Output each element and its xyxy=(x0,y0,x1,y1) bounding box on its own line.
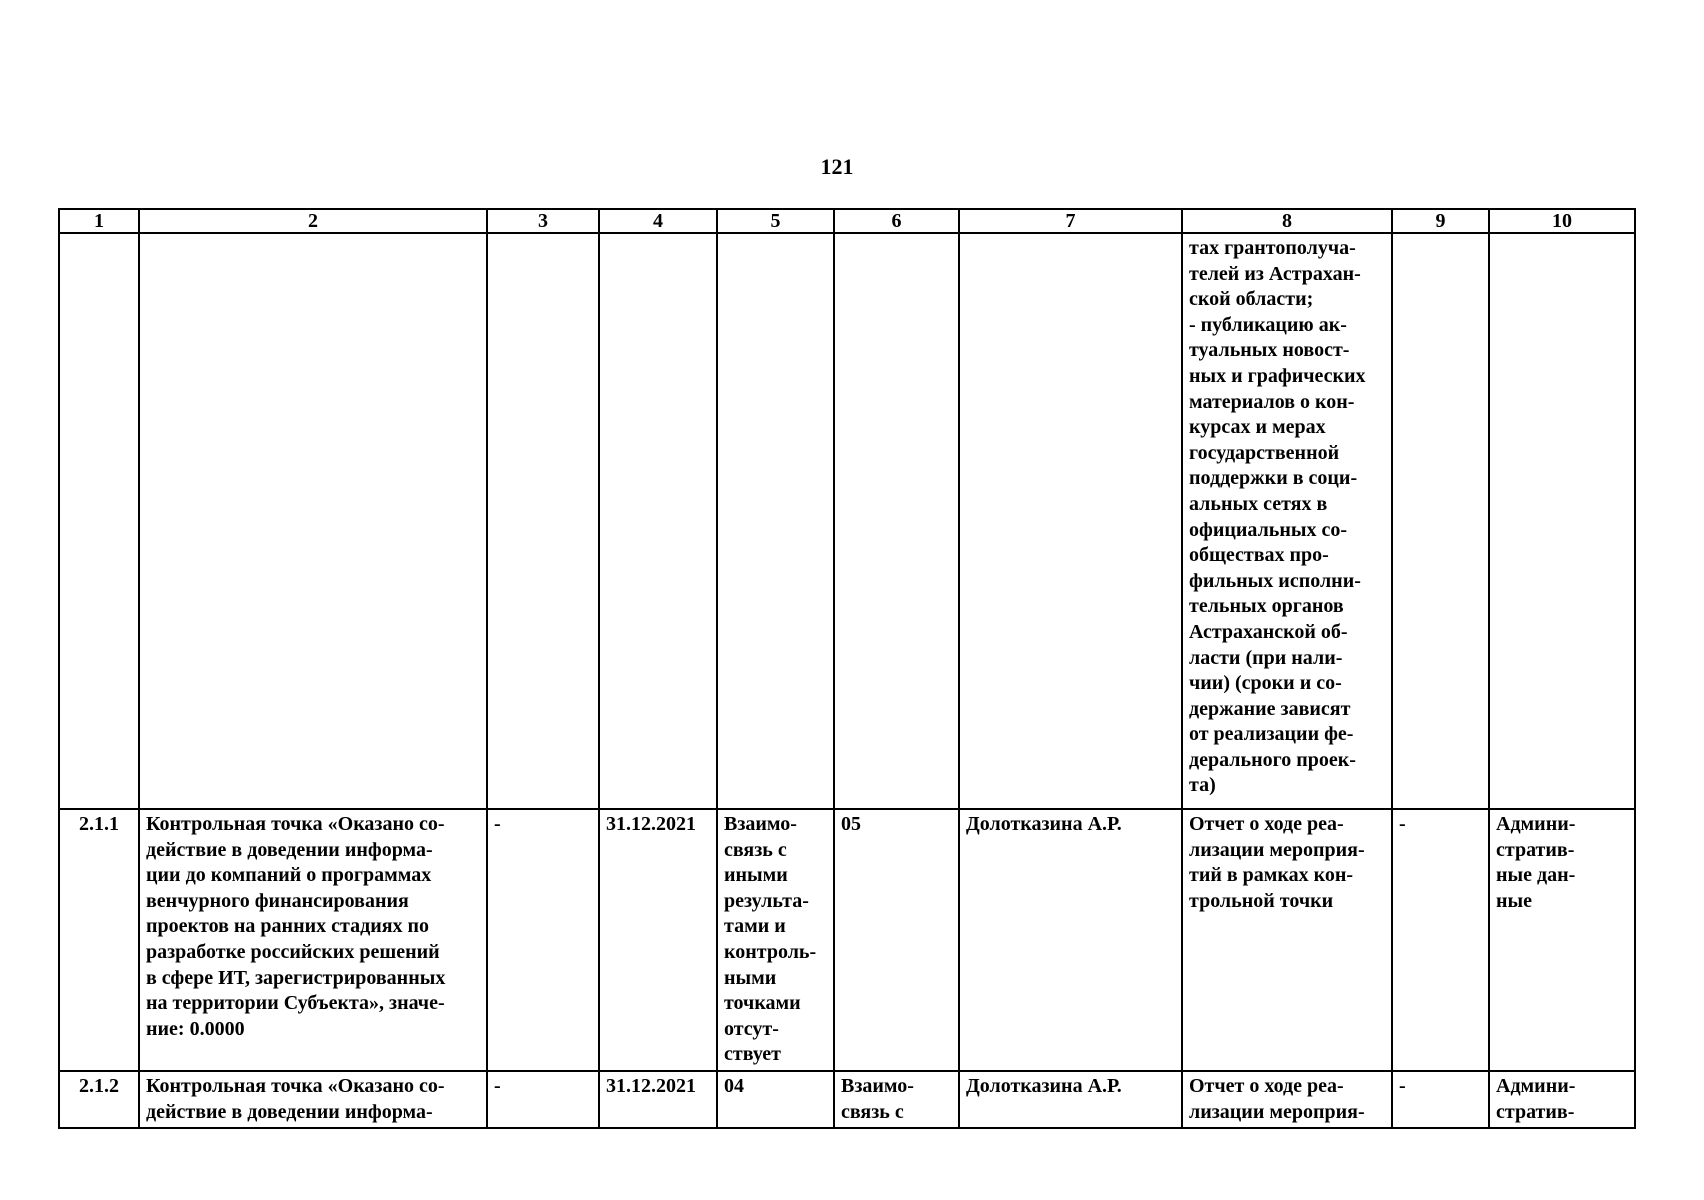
column-header: 2 xyxy=(139,209,487,233)
table-row xyxy=(59,1071,1635,1128)
relation-cell: Взаимо- связь с иными результа- тами и контроль- ными точками отсут- ствует xyxy=(717,809,834,1071)
column-header: 10 xyxy=(1489,209,1635,233)
row-number-cell: 2.1.1 xyxy=(59,809,139,1071)
table-cell: 05 xyxy=(834,809,959,1071)
table-cell xyxy=(717,233,834,809)
table-row-continuation xyxy=(59,233,1635,809)
table-cell: - xyxy=(1392,1071,1489,1128)
column-header: 3 xyxy=(487,209,599,233)
control-point-name-cell: Контрольная точка «Оказано со- действие в доведении информа- ции до компаний о программах венчурного финансирования проектов на ранних стадиях по разработке российских решений в сфере ИТ, зарегистрированных на территории Субъекта», значе- ние: 0.0000 xyxy=(139,809,487,1071)
table-cell xyxy=(834,233,959,809)
table-cell xyxy=(959,233,1182,809)
table-row xyxy=(59,809,1635,1071)
table-cell xyxy=(59,233,139,809)
responsible-cell: Долотказина А.Р. xyxy=(959,809,1182,1071)
table-cell: - xyxy=(487,1071,599,1128)
column-header: 4 xyxy=(599,209,717,233)
date-cell: 31.12.2021 xyxy=(599,1071,717,1128)
report-cell: Отчет о ходе реа- лизации мероприя- xyxy=(1182,1071,1392,1128)
column-header: 1 xyxy=(59,209,139,233)
column-header: 5 xyxy=(717,209,834,233)
table-cell xyxy=(139,233,487,809)
table-cell: - xyxy=(487,809,599,1071)
column-header: 8 xyxy=(1182,209,1392,233)
column-header: 6 xyxy=(834,209,959,233)
source-cell: Админи- стратив- xyxy=(1489,1071,1635,1128)
table-cell xyxy=(599,233,717,809)
table-header-row xyxy=(59,209,1635,233)
table-cell xyxy=(487,233,599,809)
source-cell: Админи- стратив- ные дан- ные xyxy=(1489,809,1635,1071)
table-cell xyxy=(1489,233,1635,809)
column-header: 9 xyxy=(1392,209,1489,233)
document-table xyxy=(58,208,1636,1129)
report-cell: Отчет о ходе реа- лизации мероприя- тий в рамках кон- трольной точки xyxy=(1182,809,1392,1071)
table-cell: - xyxy=(1392,809,1489,1071)
row-number-cell: 2.1.2 xyxy=(59,1071,139,1128)
table-cell xyxy=(1392,233,1489,809)
responsible-cell: Долотказина А.Р. xyxy=(959,1071,1182,1128)
column-header: 7 xyxy=(959,209,1182,233)
control-point-name-cell: Контрольная точка «Оказано со- действие в доведении информа- xyxy=(139,1071,487,1128)
continuation-text-cell: тах грантополуча- телей из Астрахан- ской области; - публикацию ак- туальных новост- ных и графических материалов о кон- курсах и мерах государственной поддержки в соци- альных сетях в официальных со- обществах про- фильных исполни- тельных органов Астраханской об- ласти (при нали- чии) (сроки и со- держание зависят от реализации фе- дерального проек- та) xyxy=(1182,233,1392,809)
date-cell: 31.12.2021 xyxy=(599,809,717,1071)
page-number: 121 xyxy=(820,154,854,179)
table-cell: 04 xyxy=(717,1071,834,1128)
relation-cell: Взаимо- связь с xyxy=(834,1071,959,1128)
